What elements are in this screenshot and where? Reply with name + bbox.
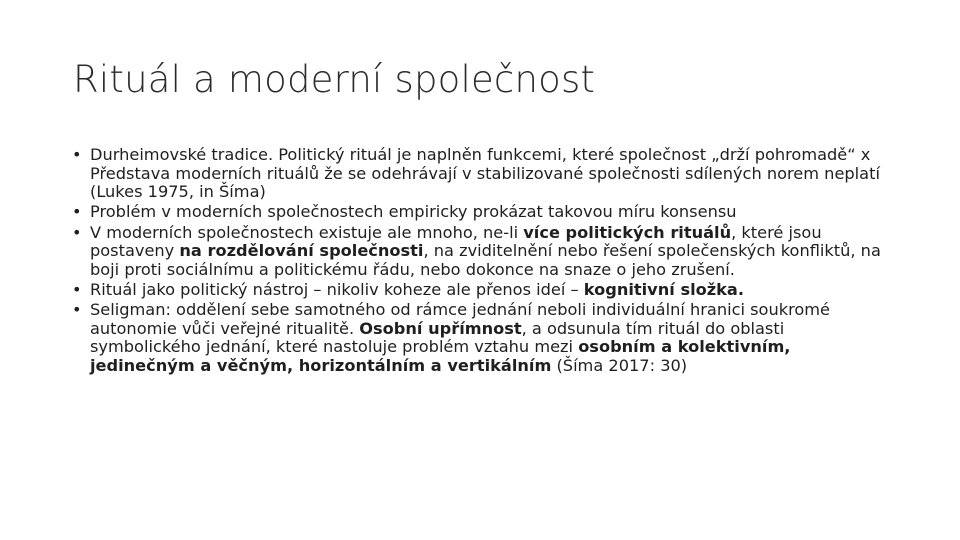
bullet-marker: • — [72, 300, 82, 320]
bullet-text — [90, 280, 744, 299]
text-segment: Seligman: oddělení sebe samotného od rámce jednání neboli individuální hranici soukromé autonomie vůči veřejné ritualitě. — [90, 300, 831, 338]
bullet-item-4 — [70, 281, 900, 300]
bold-text-segment: více politických rituálů — [523, 222, 732, 242]
bold-text-segment: Osobní upřímnost — [359, 318, 522, 338]
text-segment: , na zviditelnění nebo řešení společenských konfliktů, na boji proti sociálnímu a politickému řádu, nebo dokonce na snaze o jeho zrušení. — [90, 241, 881, 279]
bold-text-segment: osobním a kolektivním, jedinečným a věčným, horizontálním a vertikálním — [90, 337, 791, 375]
text-segment: Rituál jako politický nástroj – nikoliv koheze ale přenos ideí – — [90, 279, 584, 299]
bullet-item-3 — [70, 224, 900, 280]
bullet-marker: • — [72, 222, 82, 242]
bullet-item-5 — [70, 301, 900, 375]
bullet-list — [70, 146, 900, 377]
text-segment: , a odsunula tím rituál do oblasti symbolického jednání, které nastoluje problém vztahu mezi — [90, 318, 785, 357]
text-segment: , které jsou postaveny — [90, 222, 822, 261]
bold-text-segment: na rozdělování společnosti — [179, 241, 424, 261]
text-segment: Durheimovské tradice. Politický rituál je naplněn funkcemi, které společnost „drží pohromadě“ x Představa moderních rituálů že se odehrávají v stabilizované společnosti sdílených norem neplatí (Lukes 1975, in Šíma) — [90, 145, 880, 202]
bullet-item-1 — [70, 146, 900, 202]
bullet-text — [90, 223, 881, 279]
bullet-text — [90, 300, 830, 375]
bold-text-segment: kognitivní složka. — [583, 279, 745, 299]
bullet-text — [90, 145, 880, 201]
text-segment: (Šíma 2017: 30) — [551, 355, 688, 375]
text-segment: Problém v moderních společnostech empiricky prokázat takovou míru konsensu — [90, 202, 737, 222]
bullet-marker: • — [72, 279, 82, 299]
slide-title: Rituál a moderní společnost — [73, 58, 596, 101]
text-segment: V moderních společnostech existuje ale mnoho, ne-li — [90, 222, 524, 242]
bullet-item-2 — [70, 203, 900, 222]
bullet-marker: • — [72, 202, 82, 222]
bullet-marker: • — [72, 145, 82, 164]
bullet-text — [90, 202, 737, 221]
